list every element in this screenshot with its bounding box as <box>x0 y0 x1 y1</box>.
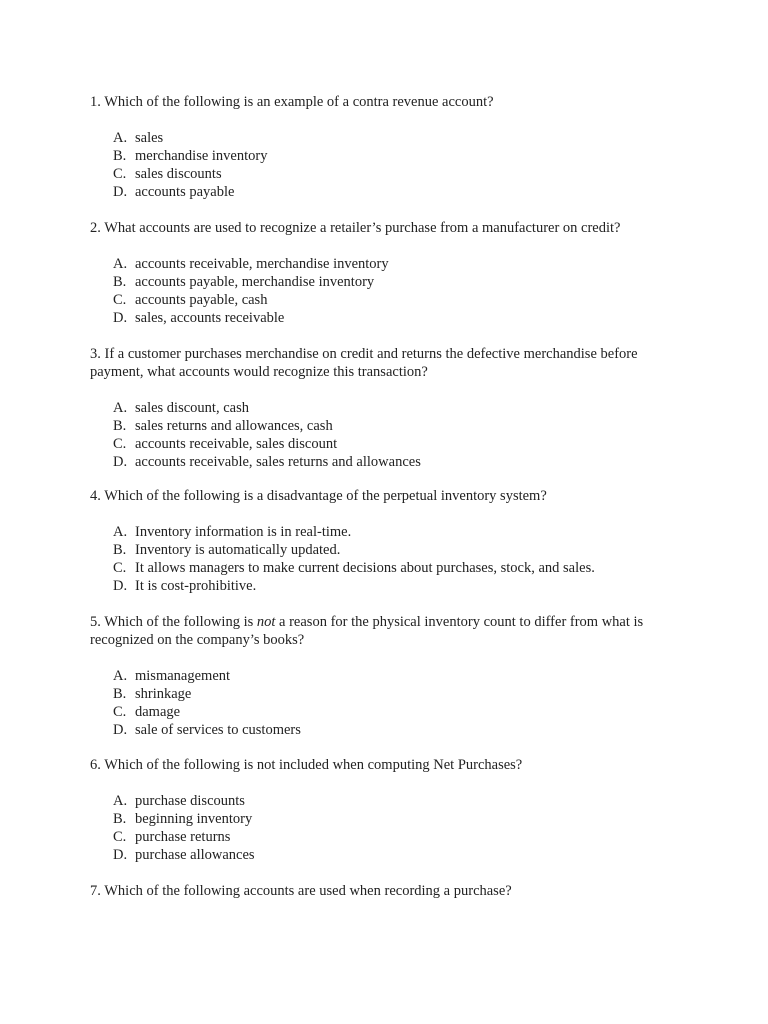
option-text: accounts payable <box>135 184 235 200</box>
option-b <box>113 147 690 165</box>
option-b <box>113 417 690 435</box>
question-4 <box>90 487 690 595</box>
option-b <box>113 685 690 703</box>
option-c <box>113 435 690 453</box>
option-text: purchase discounts <box>135 793 245 809</box>
question-number: 6. <box>90 757 101 773</box>
option-text: sales <box>135 130 164 146</box>
option-a <box>113 129 690 147</box>
option-a <box>113 255 690 273</box>
question-prompt-line-2: payment, what accounts would recognize this transaction? <box>90 364 428 380</box>
question-prompt-emphasis: not <box>256 614 276 630</box>
option-text: damage <box>135 704 181 720</box>
option-letter: B. <box>113 686 127 702</box>
question-prompt-line-1: If a customer purchases merchandise on credit and returns the defective merchandise before <box>104 346 638 362</box>
option-a <box>113 667 690 685</box>
option-letter: D. <box>113 578 128 594</box>
option-letter: C. <box>113 560 127 576</box>
answer-options <box>90 667 690 739</box>
option-text: It allows managers to make current decisions about purchases, stock, and sales. <box>135 560 595 576</box>
question-number: 4. <box>90 488 101 504</box>
question-7 <box>90 882 690 900</box>
question-text <box>90 613 690 649</box>
option-letter: B. <box>113 418 127 434</box>
question-text <box>90 756 690 774</box>
question-prompt: Which of the following is not included when computing Net Purchases? <box>104 757 523 773</box>
option-text: accounts receivable, sales returns and allowances <box>135 454 421 470</box>
option-d <box>113 453 690 471</box>
option-a <box>113 792 690 810</box>
option-text: accounts receivable, merchandise inventory <box>135 256 389 272</box>
question-text <box>90 93 690 111</box>
option-c <box>113 291 690 309</box>
option-text: mismanagement <box>135 668 231 684</box>
question-prompt-line-2: recognized on the company’s books? <box>90 632 305 648</box>
answer-options <box>90 523 690 595</box>
option-b <box>113 810 690 828</box>
option-letter: A. <box>113 400 128 416</box>
option-b <box>113 273 690 291</box>
option-letter: A. <box>113 793 128 809</box>
option-text: purchase returns <box>135 829 231 845</box>
option-text: sale of services to customers <box>135 722 301 738</box>
question-1 <box>90 93 690 201</box>
question-prompt: Which of the following accounts are used when recording a purchase? <box>104 883 512 899</box>
option-d <box>113 577 690 595</box>
question-number: 1. <box>90 94 101 110</box>
option-letter: D. <box>113 310 128 326</box>
option-letter: C. <box>113 166 127 182</box>
option-letter: A. <box>113 256 128 272</box>
option-letter: A. <box>113 668 128 684</box>
question-prompt: Which of the following is an example of a contra revenue account? <box>104 94 494 110</box>
question-text <box>90 882 690 900</box>
option-letter: B. <box>113 148 127 164</box>
option-d <box>113 721 690 739</box>
question-3 <box>90 345 690 471</box>
option-text: shrinkage <box>135 686 192 702</box>
option-text: accounts payable, merchandise inventory <box>135 274 375 290</box>
question-prompt-start: Which of the following is <box>104 614 257 630</box>
option-letter: D. <box>113 847 128 863</box>
option-text: merchandise inventory <box>135 148 268 164</box>
option-letter: B. <box>113 811 127 827</box>
question-text <box>90 219 690 237</box>
question-prompt-end: a reason for the physical inventory count to differ from what is <box>275 614 644 630</box>
option-letter: D. <box>113 722 128 738</box>
option-text: Inventory information is in real-time. <box>135 524 352 540</box>
question-prompt: What accounts are used to recognize a retailer’s purchase from a manufacturer on credit? <box>104 220 621 236</box>
option-text: sales returns and allowances, cash <box>135 418 333 434</box>
option-text: sales discount, cash <box>135 400 249 416</box>
question-number: 2. <box>90 220 101 236</box>
option-text: sales, accounts receivable <box>135 310 285 326</box>
question-2 <box>90 219 690 327</box>
question-number: 7. <box>90 883 101 899</box>
question-number: 3. <box>90 346 101 362</box>
option-c <box>113 828 690 846</box>
option-letter: C. <box>113 829 127 845</box>
option-b <box>113 541 690 559</box>
option-text: It is cost-prohibitive. <box>135 578 257 594</box>
question-prompt: Which of the following is a disadvantage of the perpetual inventory system? <box>104 488 547 504</box>
option-letter: D. <box>113 184 128 200</box>
option-c <box>113 165 690 183</box>
option-d <box>113 183 690 201</box>
answer-options <box>90 792 690 864</box>
option-letter: D. <box>113 454 128 470</box>
option-text: accounts receivable, sales discount <box>135 436 338 452</box>
option-letter: C. <box>113 436 127 452</box>
option-text: sales discounts <box>135 166 222 182</box>
option-c <box>113 703 690 721</box>
question-number: 5. <box>90 614 101 630</box>
option-c <box>113 559 690 577</box>
option-text: Inventory is automatically updated. <box>135 542 341 558</box>
option-text: beginning inventory <box>135 811 253 827</box>
option-letter: B. <box>113 274 127 290</box>
question-text <box>90 345 690 381</box>
answer-options <box>90 399 690 471</box>
option-d <box>113 846 690 864</box>
question-5 <box>90 613 690 739</box>
question-6 <box>90 756 690 864</box>
option-a <box>113 399 690 417</box>
option-a <box>113 523 690 541</box>
option-letter: B. <box>113 542 127 558</box>
answer-options <box>90 129 690 201</box>
option-d <box>113 309 690 327</box>
option-letter: A. <box>113 130 128 146</box>
question-text <box>90 487 690 505</box>
option-letter: C. <box>113 704 127 720</box>
option-text: accounts payable, cash <box>135 292 268 308</box>
option-text: purchase allowances <box>135 847 255 863</box>
option-letter: A. <box>113 524 128 540</box>
option-letter: C. <box>113 292 127 308</box>
answer-options <box>90 255 690 327</box>
